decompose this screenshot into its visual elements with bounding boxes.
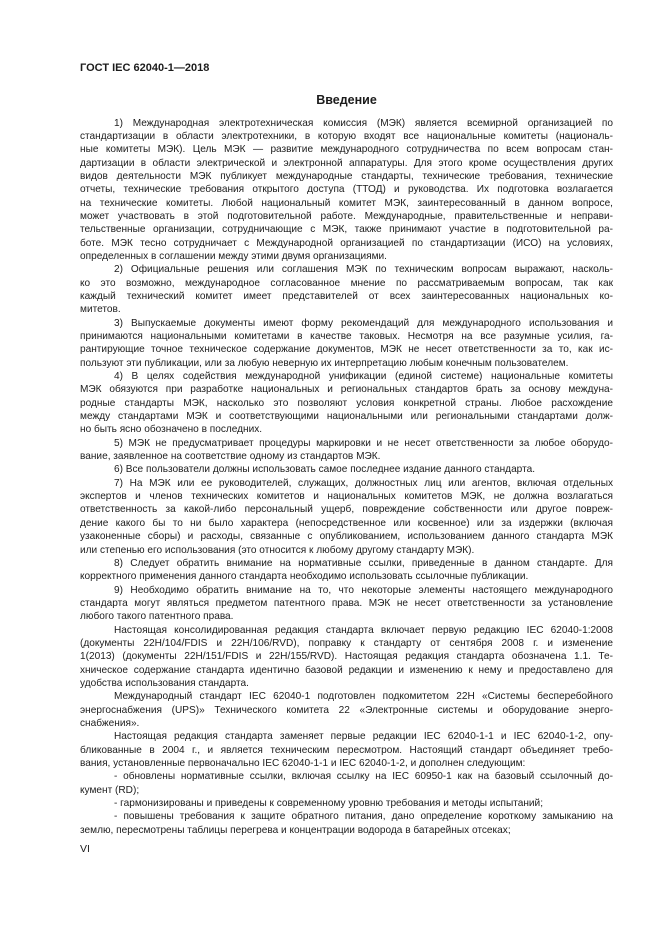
text-line: вания, установленные первоначально IEC 62040-1-1 и IEC 62040-1-2, и дополнен следующим: bbox=[80, 758, 526, 769]
text-line: энергоснабжения (UPS)» Технического комитета 22 «Электронные системы и оборудование энерго- bbox=[80, 704, 613, 716]
paragraph bbox=[80, 437, 613, 464]
page-number: VI bbox=[80, 843, 90, 855]
text-line: стандартизации в области электротехники, в которую входят все национальные комитеты (националь- bbox=[80, 130, 613, 142]
document-code-header: ГОСТ IEC 62040-1—2018 bbox=[80, 62, 210, 74]
text-line: каждый технический комитет имеет представителей от всех заинтересованных национальных ко- bbox=[80, 290, 613, 302]
text-line: может участвовать в этой подготовительной работе. Международные, правительственные и неправи- bbox=[80, 210, 613, 222]
text-line: тельственные организации, сотрудничающие с МЭК, также принимают участие в подготовительной ра- bbox=[80, 224, 613, 236]
text-line: пользуют эти публикации, или за любую неверную их интерпретацию любым конечным пользователем. bbox=[80, 357, 569, 369]
text-line: Международный стандарт IEC 62040-1 подготовлен подкомитетом 22H «Системы бесперебойного bbox=[114, 691, 613, 703]
text-line: корректного применения данного стандарта необходимо использовать ссылочные публикации. bbox=[80, 571, 529, 583]
paragraph bbox=[80, 263, 613, 316]
text-line: принимаются национальными комитетами в качестве таковых. Несмотря на все разумные усилия, га- bbox=[80, 331, 613, 342]
text-line: 2) Официальные решения или соглашения МЭК по техническим вопросам выражают, насколь- bbox=[114, 264, 613, 276]
text-line: кумент (RD); bbox=[80, 784, 140, 796]
text-line: - обновлены нормативные ссылки, включая ссылку на IEC 60950-1 как на базовый ссылочный до- bbox=[114, 771, 613, 783]
text-line: видов деятельности МЭК публикует международные стандарты, технические требования, технические bbox=[80, 170, 613, 182]
text-line: между стандартами МЭК и соответствующими национальными или региональными стандартами долж- bbox=[80, 411, 613, 423]
text-line: 7) На МЭК или ее руководителей, служащих, должностных лиц или агентов, включая отдельных bbox=[114, 477, 613, 489]
text-line: отчеты, технические требования открытого доступа (ТТОД) и руководства. Их подготовка возлагается bbox=[80, 184, 613, 196]
text-line: рантирующие точное техническое содержание документов, МЭК не несет ответственности за то, как ис- bbox=[80, 344, 613, 356]
text-line: хническое содержание стандарта идентично базовой редакции и изменению к нему и предоставлено для bbox=[80, 664, 613, 676]
text-line: МЭК обязуются при разработке национальных и региональных стандартов брать за основу междуна- bbox=[80, 384, 613, 396]
text-line: вание, заявленное на соответствие одному из стандартов МЭК. bbox=[80, 451, 381, 463]
text-line: ответственность за какой-либо персональный ущерб, повреждение собственности или другое повреж- bbox=[80, 504, 613, 516]
section-title: Введение bbox=[316, 93, 377, 107]
text-line: удобства использования стандарта. bbox=[80, 677, 249, 689]
text-line: но быть ясно обозначено в последних. bbox=[80, 424, 263, 436]
paragraph bbox=[80, 557, 613, 584]
paragraph bbox=[80, 117, 613, 264]
text-line: 9) Необходимо обратить внимание на то, что некоторые элементы настоящего международного bbox=[114, 584, 613, 596]
text-line: любого такого патентного права. bbox=[80, 611, 234, 623]
text-line: дартизации в области электрической и электронной аппаратуры. Для этого кроме осуществления других bbox=[80, 157, 613, 169]
text-line: стандарта могут являться предметом патентного права. МЭК не несет ответственности за установление bbox=[80, 597, 613, 609]
text-line: на технические комитеты. Любой национальный комитет МЭК, заинтересованный в данном вопросе, bbox=[80, 197, 613, 209]
text-line: бликованные в 2004 г., и является техническим пересмотром. Настоящий стандарт объединяет требо- bbox=[80, 744, 613, 756]
paragraph bbox=[80, 690, 613, 730]
text-line: 4) В целях содействия международной унификации (единой системе) национальные комитеты bbox=[114, 371, 613, 383]
text-line: ко это возможно, международное согласованное мнение по рассматриваемым вопросам, так как bbox=[80, 277, 613, 289]
paragraph bbox=[80, 730, 613, 770]
text-line: Настоящая консолидированная редакция стандарта включает первую редакцию IEC 62040-1:2008 bbox=[114, 624, 613, 636]
text-line: 1(2013) (документы 22H/151/FDIS и 22H/155/RVD). Настоящая редакция стандарта обозначена 1.1. Те- bbox=[80, 651, 613, 663]
paragraph bbox=[80, 317, 613, 370]
text-line: родные стандарты МЭК, насколько это позволяют условия конкретной страны. Любое расхождение bbox=[80, 397, 613, 409]
text-line: ные комитеты МЭК). Цель МЭК — развитие международного сотрудничества по всем вопросам стан- bbox=[80, 144, 613, 156]
text-line: - повышены требования к защите обратного питания, дано определение короткому замыканию на bbox=[114, 811, 613, 823]
paragraph bbox=[80, 810, 613, 837]
paragraph bbox=[80, 797, 613, 810]
text-line: или степенью его использования (это относится к любому другому стандарту МЭК). bbox=[80, 544, 475, 556]
paragraph bbox=[80, 477, 613, 557]
paragraph bbox=[80, 624, 613, 691]
text-line: 6) Все пользователи должны использовать самое последнее издание данного стандарта. bbox=[114, 464, 535, 476]
paragraph bbox=[80, 463, 613, 476]
body-text bbox=[80, 117, 613, 838]
text-line: 8) Следует обратить внимание на нормативные ссылки, приведенные в данном стандарте. Для bbox=[114, 557, 613, 569]
text-line: дение какого бы то ни было характера (непосредственное или косвенное) или за издержки (включая bbox=[80, 517, 613, 529]
text-line: 1) Международная электротехническая комиссия (МЭК) является всемирной организацией по bbox=[114, 117, 613, 129]
text-line: снабжения». bbox=[80, 717, 140, 729]
text-line: экспертов и членов технических комитетов и национальных комитетов МЭК, не должна возлагаться bbox=[80, 491, 613, 503]
text-line: боте. МЭК тесно сотрудничает с Международной организацией по стандартизации (ИСО) на условиях, bbox=[80, 237, 613, 249]
text-line: Настоящая редакция стандарта заменяет первые редакции IEC 62040-1-1 и IEC 62040-1-2, опу- bbox=[114, 731, 613, 743]
paragraph bbox=[80, 584, 613, 624]
text-line: митетов. bbox=[80, 304, 121, 316]
text-line: землю, пересмотрены таблицы перегрева и концентрации водорода в батарейных отсеках; bbox=[80, 824, 511, 836]
text-line: определенных в соглашении между этими двумя организациями. bbox=[80, 250, 387, 262]
text-line: узаконенные сборы) и расходы, связанные с опубликованием, использованием данного стандарта МЭК bbox=[80, 531, 613, 543]
text-line: 3) Выпускаемые документы имеют форму рекомендаций для международного использования и bbox=[114, 317, 613, 329]
text-line: - гармонизированы и приведены к современному уровню требования и методы испытаний; bbox=[114, 798, 543, 810]
paragraph bbox=[80, 770, 613, 797]
paragraph bbox=[80, 370, 613, 437]
text-line: 5) МЭК не предусматривает процедуры маркировки и не несет ответственности за любое оборудо- bbox=[114, 437, 613, 449]
text-line: (документы 22H/104/FDIS и 22H/106/RVD), поправку к стандарту от сентября 2008 г. и изменение bbox=[80, 637, 613, 649]
